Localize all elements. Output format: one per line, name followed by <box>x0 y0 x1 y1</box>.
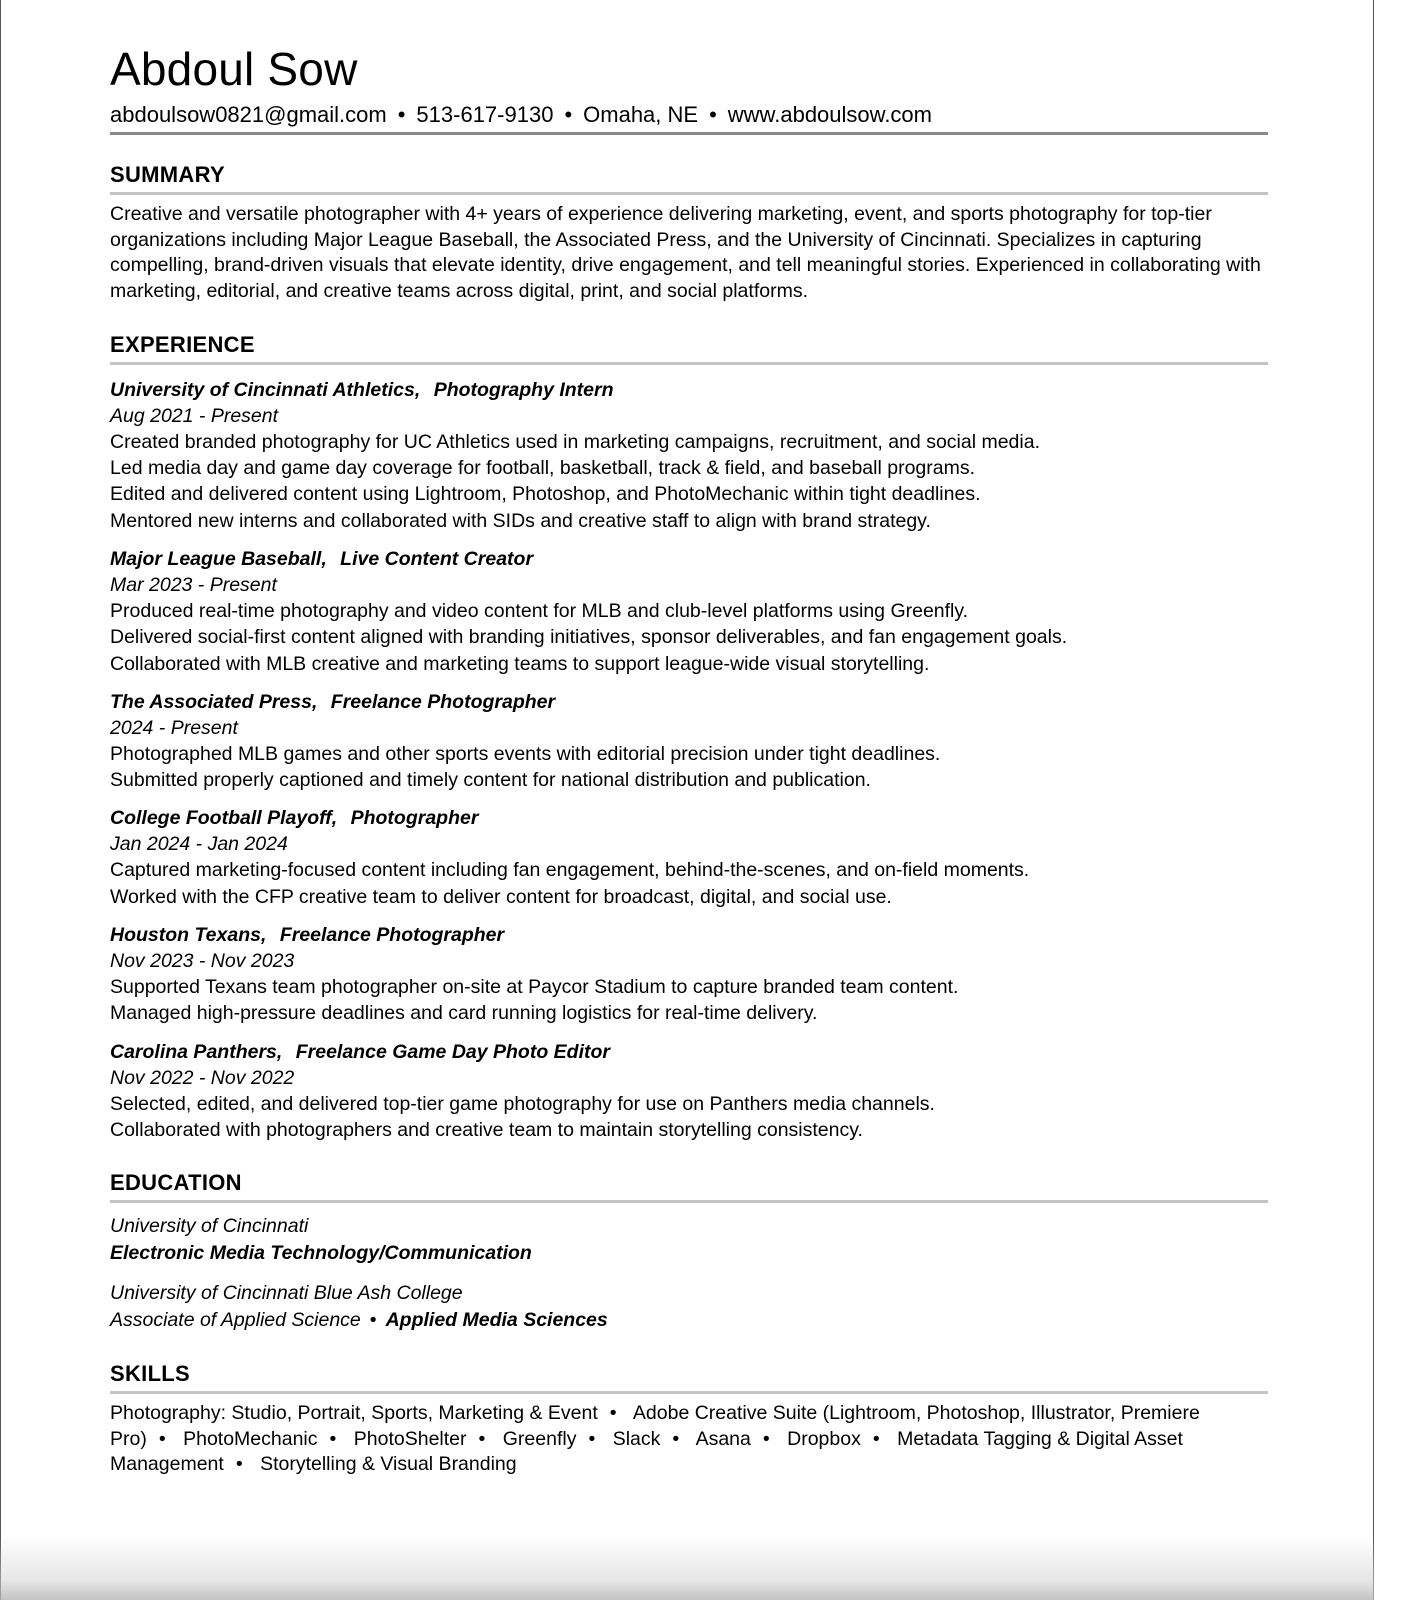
resume-header <box>110 40 1268 135</box>
job-company: Houston Texans <box>110 924 261 947</box>
job-role: Freelance Photographer <box>330 690 556 713</box>
skill-item: Asana <box>695 1427 751 1450</box>
job-bullet: Captured marketing-focused content including fan engagement, behind-the-scenes, and on-field moments. <box>110 859 1030 882</box>
skill-separator: • <box>235 1453 243 1476</box>
job-heading: Major League Baseball, Live Content Creator <box>110 548 534 570</box>
job-dates: 2024 - Present <box>110 716 238 739</box>
job-entry <box>110 922 1268 1027</box>
section-divider <box>110 192 1268 195</box>
job-bullets <box>110 857 1268 910</box>
contact-separator: • <box>397 102 406 127</box>
job-company: Major League Baseball <box>110 548 322 570</box>
skill-separator: • <box>158 1427 166 1450</box>
job-company: The Associated Press <box>110 690 312 713</box>
page-border-left <box>0 0 1 1600</box>
job-role: Freelance Photographer <box>279 924 505 947</box>
skill-separator: • <box>478 1427 486 1450</box>
job-role: Freelance Game Day Photo Editor <box>295 1040 610 1063</box>
section-title-summary: SUMMARY <box>110 162 225 187</box>
contact-separator: • <box>564 102 573 127</box>
page-border-right <box>1373 0 1374 1600</box>
job-bullet: Mentored new interns and collaborated with SIDs and creative staff to align with brand strategy. <box>110 509 931 532</box>
skill-separator: • <box>762 1427 770 1450</box>
job-heading: Carolina Panthers, Freelance Game Day Photo Editor <box>110 1040 610 1063</box>
education-entry <box>110 1280 1268 1334</box>
job-dates: Aug 2021 - Present <box>110 404 279 427</box>
header-divider <box>110 132 1268 135</box>
skill-item: PhotoMechanic <box>183 1427 318 1450</box>
skills-list <box>110 1401 1268 1478</box>
job-role: Photographer <box>350 807 479 830</box>
job-dates: Jan 2024 - Jan 2024 <box>110 833 288 856</box>
job-heading: The Associated Press, Freelance Photographer <box>110 690 556 713</box>
job-role: Live Content Creator <box>340 548 534 570</box>
section-title-education: EDUCATION <box>110 1170 242 1196</box>
job-bullet: Managed high-pressure deadlines and card running logistics for real-time delivery. <box>110 1002 818 1025</box>
job-dates: Mar 2023 - Present <box>110 574 277 596</box>
job-heading: Houston Texans, Freelance Photographer <box>110 924 505 947</box>
job-heading: College Football Playoff, Photographer <box>110 807 479 830</box>
job-bullet: Collaborated with MLB creative and marketing teams to support league-wide visual storytelling. <box>110 652 930 675</box>
education-field: Applied Media Sciences <box>385 1309 608 1332</box>
contact-location: Omaha, NE <box>583 102 699 127</box>
skill-item: Metadata Tagging & Digital Asset Management <box>110 1427 1183 1476</box>
contact-separator: • <box>709 102 717 127</box>
section-divider <box>110 1391 1268 1394</box>
education-school: University of Cincinnati Blue Ash College <box>110 1282 463 1305</box>
skill-item: Storytelling & Visual Branding <box>260 1453 517 1476</box>
education-degree: Associate of Applied Science <box>110 1309 361 1332</box>
job-bullets <box>110 741 1268 794</box>
job-entry <box>110 546 1268 677</box>
section-title-skills: SKILLS <box>110 1361 191 1387</box>
skill-separator: • <box>588 1427 596 1450</box>
education-degree-line <box>110 1307 1268 1334</box>
job-entry <box>110 805 1268 910</box>
job-entry <box>110 377 1268 534</box>
job-bullet: Selected, edited, and delivered top-tier game photography for use on Panthers media channels. <box>110 1092 935 1115</box>
job-bullets <box>110 1091 1268 1144</box>
contact-email: abdoulsow0821@gmail.com <box>110 102 387 127</box>
job-dates: Nov 2023 - Nov 2023 <box>110 950 295 973</box>
education-school: University of Cincinnati <box>110 1215 309 1238</box>
skill-item: PhotoShelter <box>353 1427 467 1450</box>
job-bullet: Edited and delivered content using Lightroom, Photoshop, and PhotoMechanic within tight deadlines. <box>110 483 981 506</box>
job-bullet: Photographed MLB games and other sports events with editorial precision under tight deadlines. <box>110 742 941 765</box>
contact-line <box>110 100 1268 130</box>
job-bullets <box>110 598 1268 677</box>
job-bullet: Created branded photography for UC Athletics used in marketing campaigns, recruitment, and social media. <box>110 430 1040 453</box>
job-entry <box>110 1039 1268 1144</box>
job-bullet: Worked with the CFP creative team to deliver content for broadcast, digital, and social use. <box>110 885 892 908</box>
education-section <box>110 1169 1268 1334</box>
job-bullet: Submitted properly captioned and timely content for national distribution and publication. <box>110 769 871 792</box>
job-bullet: Supported Texans team photographer on-site at Paycor Stadium to capture branded team content. <box>110 976 959 999</box>
skill-item: Greenfly <box>502 1427 577 1450</box>
page-bottom-shadow <box>0 1535 1374 1600</box>
section-divider <box>110 1200 1268 1203</box>
job-bullet: Collaborated with photographers and creative team to maintain storytelling consistency. <box>110 1118 863 1141</box>
job-entry <box>110 689 1268 794</box>
skill-item: Adobe Creative Suite (Lightroom, Photoshop, Illustrator, Premiere Pro) <box>110 1402 1200 1450</box>
summary-text: Creative and versatile photographer with 4+ years of experience delivering marketing, event, and sports photography for top-tier organizations including Major League Baseball, the Associated Press, and the University of Cincinnati. Specializes in capturing compelling, brand-driven visuals that elevate identity, drive engagement, and tell meaningful stories. Experienced in collaborating with marketing, editorial, and creative teams across digital, print, and social platforms. <box>110 203 1261 303</box>
job-bullet: Led media day and game day coverage for football, basketball, track & field, and baseball programs. <box>110 457 976 480</box>
job-company: College Football Playoff <box>110 807 332 830</box>
skill-item: Slack <box>612 1427 661 1450</box>
skill-separator: • <box>609 1402 617 1425</box>
job-bullet: Produced real-time photography and video content for MLB and club-level platforms using Greenfly. <box>110 600 969 622</box>
experience-section <box>110 331 1268 1143</box>
skill-separator: • <box>329 1427 337 1450</box>
section-title-experience: EXPERIENCE <box>110 331 255 357</box>
job-heading: University of Cincinnati Athletics, Photography Intern <box>110 378 614 401</box>
job-company: University of Cincinnati Athletics <box>110 378 415 401</box>
section-divider <box>110 362 1268 365</box>
job-dates: Nov 2022 - Nov 2022 <box>110 1066 295 1089</box>
education-entry <box>110 1213 1268 1267</box>
contact-phone: 513-617-9130 <box>416 102 554 127</box>
education-degree-line <box>110 1240 1268 1267</box>
job-role: Photography Intern <box>433 378 614 401</box>
education-separator: • <box>369 1309 377 1332</box>
skill-item: Photography: Studio, Portrait, Sports, Marketing & Event <box>110 1402 598 1425</box>
contact-website: www.abdoulsow.com <box>727 102 932 127</box>
skill-separator: • <box>872 1427 880 1450</box>
skills-section <box>110 1360 1268 1478</box>
job-bullet: Delivered social-first content aligned with branding initiatives, sponsor deliverables, and fan engagement goals. <box>110 626 1068 649</box>
job-bullets <box>110 974 1268 1027</box>
summary-section <box>110 161 1268 305</box>
skill-separator: • <box>672 1427 680 1450</box>
job-company: Carolina Panthers <box>110 1040 277 1063</box>
skill-item: Dropbox <box>787 1427 861 1450</box>
job-bullets <box>110 429 1268 534</box>
candidate-name: Abdoul Sow <box>110 43 358 95</box>
resume-document <box>110 40 1268 1478</box>
education-field: Electronic Media Technology/Communication <box>110 1242 532 1265</box>
